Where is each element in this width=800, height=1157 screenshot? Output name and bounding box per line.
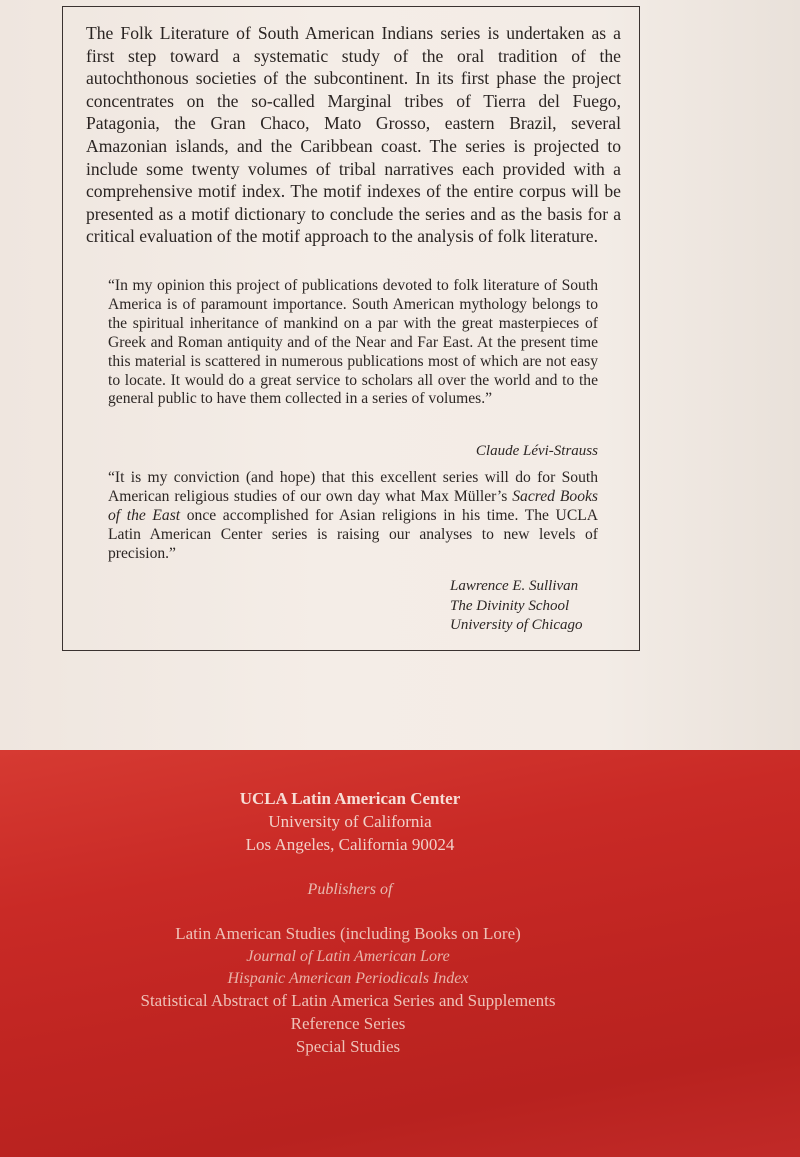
publishers-of-heading: Publishers of bbox=[307, 881, 393, 898]
publisher-address: Los Angeles, California 90024 bbox=[245, 835, 455, 854]
publisher-university: University of California bbox=[268, 812, 432, 831]
publication-list-item: Latin American Studies (including Books on Lore) bbox=[175, 924, 521, 943]
sullivan-quote-part1: “It is my conviction (and hope) that this excellent series will do for South American religious studies of our own day what Max Müller’s bbox=[108, 469, 598, 505]
series-description: The Folk Literature of South American Indians series is undertaken as a first step toward a systematic study of the oral tradition of the autochthonous societies of the subcontinent. In its first phase the project concentrates on the so-called Marginal tribes of Tierra del Fuego, Patagonia, the Gran Chaco, Mato Grosso, eastern Brazil, several Amazonian islands, and the Caribbean coast. The series is projected to include some twenty volumes of tribal narratives each provided with a comprehensive motif index. The motif indexes of the entire corpus will be presented as a motif dictionary to conclude the series and as the basis for a critical evaluation of the motif approach to the analysis of folk literature. bbox=[86, 23, 621, 247]
publication-list-item: Special Studies bbox=[295, 1037, 401, 1056]
levi-strauss-attribution: Claude Lévi-Strauss bbox=[475, 443, 598, 459]
sullivan-attribution bbox=[450, 577, 582, 636]
levi-strauss-quote: “In my opinion this project of publications devoted to folk literature of South America is of paramount importance. South American mythology belongs to the spiritual inheritance of mankind on a par with the great masterpieces of Greek and Roman antiquity and of the Near and Far East. At the present time this material is scattered in numerous publications most of which are not easy to locate. It would do a great service to scholars all over the world and to the general public to have them collected in a series of volumes.” bbox=[108, 277, 598, 408]
sacred-books-title: Sacred Books of the East bbox=[108, 487, 599, 524]
sullivan-name: Lawrence E. Sullivan bbox=[450, 578, 579, 594]
publication-list-item: Hispanic American Periodicals Index bbox=[227, 970, 469, 987]
publication-list-item: Reference Series bbox=[290, 1014, 406, 1033]
publication-list-item: Statistical Abstract of Latin America Series and Supplements bbox=[140, 991, 556, 1010]
sullivan-affiliation-2: University of Chicago bbox=[450, 617, 583, 633]
publisher-name: UCLA Latin American Center bbox=[239, 789, 461, 808]
sullivan-quote-part2: once accomplished for Asian religions in his time. The UCLA Latin American Center series is raising our analyses to new levels of precision.” bbox=[108, 506, 599, 562]
sullivan-affiliation-1: The Divinity School bbox=[450, 597, 570, 614]
publication-list-item: Journal of Latin American Lore bbox=[246, 948, 450, 965]
sullivan-quote bbox=[108, 469, 598, 564]
